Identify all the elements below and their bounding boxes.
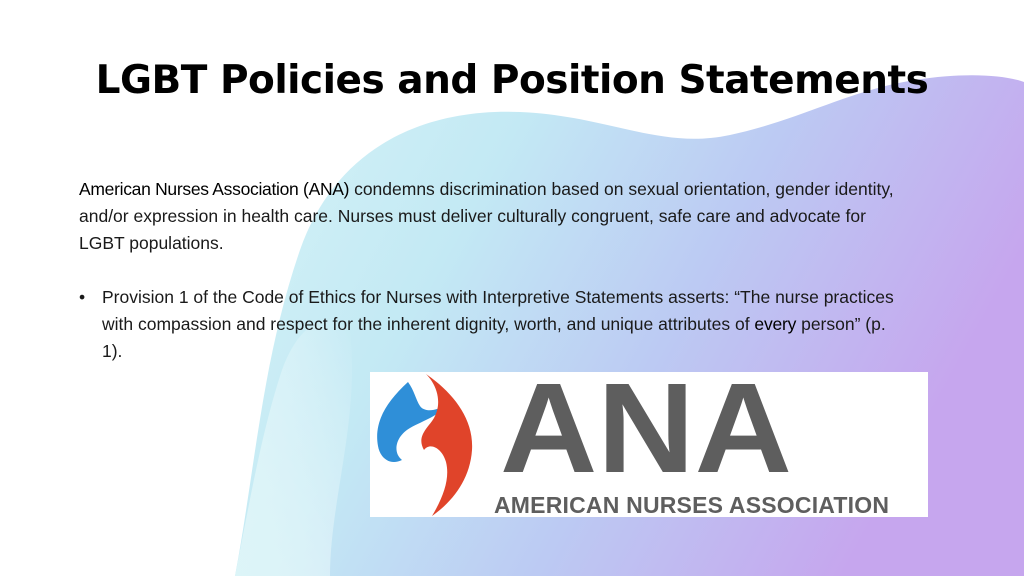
slide-body <box>79 176 909 365</box>
intro-text: condemns discrimination based on sexual orientation, gender identity, and/or expression in health care. Nurses must deliver culturally congruent, safe care and advocate for LGBT populations. <box>79 179 894 253</box>
ana-letters <box>500 374 800 484</box>
flame-icon <box>370 372 490 517</box>
logo-subtitle: AMERICAN NURSES ASSOCIATION <box>494 492 890 517</box>
bullet-marker: • <box>79 287 86 307</box>
slide-title: LGBT Policies and Position Statements <box>95 58 929 103</box>
ana-letters-text: ANA <box>500 374 792 484</box>
organization-name: American Nurses Association (ANA) <box>79 179 350 199</box>
bullet-emphasis: every <box>754 314 797 334</box>
list-item <box>79 284 909 365</box>
ana-logo <box>370 372 928 517</box>
intro-paragraph <box>79 176 909 257</box>
bullet-text-end: person” (p. 1). <box>102 314 886 361</box>
bullet-list <box>79 284 909 365</box>
bullet-text-start: Provision 1 of the Code of Ethics for Nurses with Interpretive Statements asserts: “The nurse practices with compassion and respect for the inherent dignity, worth, and unique attributes of <box>102 287 894 334</box>
